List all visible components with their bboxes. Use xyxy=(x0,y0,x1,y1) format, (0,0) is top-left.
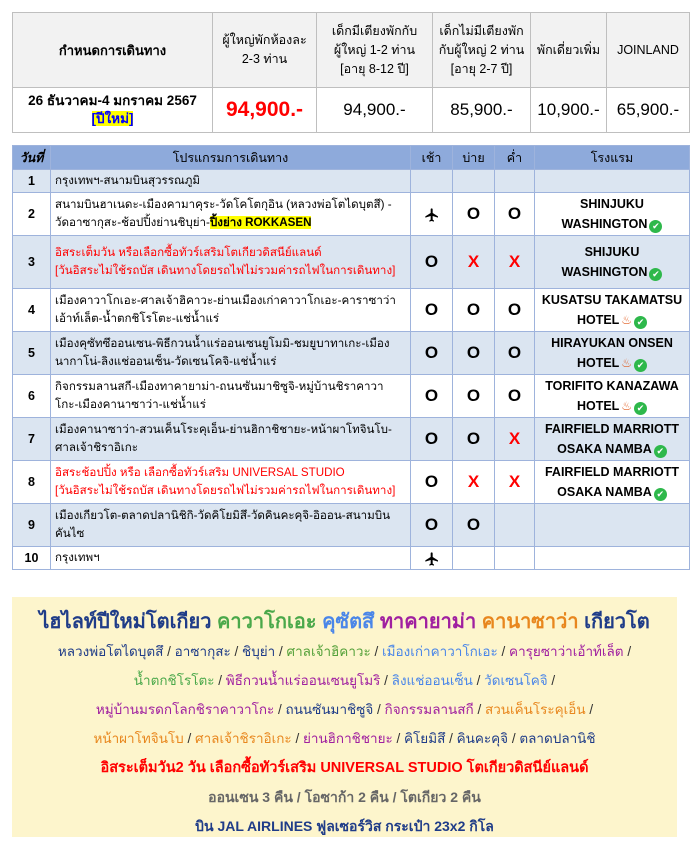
price-adult: 94,900.- xyxy=(213,88,317,133)
price-date: 26 ธันวาคม-4 มกราคม 2567 xyxy=(28,93,197,108)
price-header-child-bed xyxy=(317,13,433,88)
price-header-child-nobed-line3: [อายุ 2-7 ปี] xyxy=(450,61,513,76)
itin-program xyxy=(51,193,411,236)
hotel-name-line: OSAKA NAMBA xyxy=(557,442,652,456)
itinerary-header-row xyxy=(13,146,690,170)
itin-dinner xyxy=(495,504,535,547)
meal-included: O xyxy=(507,343,522,362)
highlights-line-8: บิน JAL AIRLINES ฟูลเซอร์วิส กระเป๋า 23x2 กิโล xyxy=(195,818,494,834)
price-header-adult-line2: 2-3 ท่าน xyxy=(241,52,288,66)
hl-title-1: คาวาโกเอะ xyxy=(217,611,317,633)
itin-day: 10 xyxy=(13,547,51,570)
check-circle-icon: ✔ xyxy=(634,402,647,415)
hl-title-3: ทาคายาม่า xyxy=(379,611,477,633)
meal-excluded: X xyxy=(467,472,480,491)
itinerary-row xyxy=(13,289,690,332)
itin-lunch xyxy=(453,418,495,461)
itin-breakfast xyxy=(411,193,453,236)
new-year-tag: [ปีใหม่] xyxy=(91,111,134,126)
itin-header-dinner: ค่ำ xyxy=(495,146,535,170)
meal-excluded: X xyxy=(467,252,480,271)
itin-program-line: เมืองคาวาโกเอะ-ศาลเจ้าฮิคาวะ-ย่านเมืองเก่าคาวาโกเอะ-คาราซาว่า xyxy=(55,294,396,307)
itin-program xyxy=(51,236,411,289)
hotel-name-line: FAIRFIELD MARRIOTT xyxy=(544,465,679,479)
itin-breakfast xyxy=(411,332,453,375)
itinerary-row xyxy=(13,375,690,418)
itin-lunch xyxy=(453,332,495,375)
meal-included: O xyxy=(424,343,439,362)
itin-breakfast xyxy=(411,461,453,504)
highlights-line-3: น้ำตกชิโรโตะ / พิธีกวนน้ำแร่ออนเซนยูโมริ / ลิงแช่ออนเซ็น / วัดเซนโคจิ / xyxy=(133,673,556,688)
price-header-joinland: JOINLAND xyxy=(607,13,690,88)
itin-day: 5 xyxy=(13,332,51,375)
itin-hotel xyxy=(535,193,690,236)
itinerary-row xyxy=(13,418,690,461)
itin-hotel xyxy=(535,461,690,504)
itin-dinner xyxy=(495,332,535,375)
itin-hotel xyxy=(535,170,690,193)
hotel-name-line: SHINJUKU xyxy=(580,197,644,211)
itin-program xyxy=(51,289,411,332)
hl4-3: สวนเค็นโระคุเอ็น xyxy=(484,702,586,717)
price-table xyxy=(12,12,690,133)
itin-program-highlight: ปิ้งย่าง ROKKASEN xyxy=(209,216,312,229)
itin-program-line: เมืองคานาซาว่า-สวนเค็นโระคุเอ็น-ย่านฮิกาชิชายะ-หน้าผาโทจินโบ- xyxy=(55,423,392,436)
meal-excluded: X xyxy=(508,472,521,491)
hl3-1: พิธีกวนน้ำแร่ออนเซนยูโมริ xyxy=(225,673,381,688)
itin-day: 9 xyxy=(13,504,51,547)
itin-program xyxy=(51,332,411,375)
itin-program-line: เมืองคุซัทซึออนเซน-พิธีกวนน้ำแร่ออนเซนยูโมมิ-ชมยูบาทาเกะ-เมือง xyxy=(55,337,390,350)
itin-program-line: กิจกรรมลานสกี-เมืองทาคายาม่า-ถนนซันมาชิซูจิ-หมู่บ้านชิราคาวา xyxy=(55,380,384,393)
itin-lunch xyxy=(453,375,495,418)
price-joinland: 65,900.- xyxy=(607,88,690,133)
hl2-0: หลวงพ่อโตไดบุตสึ xyxy=(57,644,164,659)
itin-program-line: เอ้าท์เล็ต-น้ำตกชิโรโตะ-แช่น้ำแร่ xyxy=(55,312,220,325)
itin-program xyxy=(51,461,411,504)
hl5-3: คิโยมิสึ xyxy=(404,731,446,746)
hotel-name-line: WASHINGTON xyxy=(561,265,648,279)
price-header-child-nobed-line1: เด็กไม่มีเตียงพัก xyxy=(439,23,524,38)
hl3-2: ลิงแช่ออนเซ็น xyxy=(391,673,473,688)
hl-title-4: คานาซาว่า xyxy=(481,611,579,633)
itin-day: 8 xyxy=(13,461,51,504)
meal-included: O xyxy=(424,386,439,405)
hl4-2: กิจกรรมลานสกี xyxy=(384,702,474,717)
check-circle-icon: ✔ xyxy=(649,220,662,233)
itin-program-line: สนามบินฮาเนดะ-เมืองคามาคุระ-วัดโคโตกุอิน (หลวงพ่อโตไดบุตสึ) - xyxy=(55,198,392,211)
meal-included: O xyxy=(466,515,481,534)
hl5-0: หน้าผาโทจินโบ xyxy=(93,731,184,746)
itinerary-row xyxy=(13,332,690,375)
itinerary-body xyxy=(13,170,690,570)
hl2-1: อาซากุสะ xyxy=(174,644,231,659)
itin-dinner xyxy=(495,289,535,332)
itin-program-line: เมืองเกียวโต-ตลาดปลานิชิกิ-วัดคิโยมิสึ-วัดคินคะคุจิ-อิออน-สนามบิน xyxy=(55,509,391,522)
onsen-icon: ♨ xyxy=(621,356,633,370)
itin-lunch xyxy=(453,504,495,547)
meal-included: O xyxy=(424,300,439,319)
airplane-icon xyxy=(424,207,440,223)
check-circle-icon: ✔ xyxy=(634,359,647,372)
price-single: 10,900.- xyxy=(531,88,607,133)
meal-excluded: X xyxy=(508,429,521,448)
airplane-icon xyxy=(424,551,440,567)
itin-lunch xyxy=(453,170,495,193)
meal-included: O xyxy=(466,343,481,362)
itin-lunch xyxy=(453,547,495,570)
hl5-4: คินคะคุจิ xyxy=(456,731,509,746)
hl2-2: ชิบุย่า xyxy=(242,644,276,659)
itin-hotel xyxy=(535,504,690,547)
itin-dinner xyxy=(495,193,535,236)
itin-hotel xyxy=(535,289,690,332)
price-header-child-nobed-line2: กับผู้ใหญ่ 2 ท่าน xyxy=(438,42,525,57)
itin-program xyxy=(51,170,411,193)
meal-included: O xyxy=(424,429,439,448)
price-header-child-bed-line2: ผู้ใหญ่ 1-2 ท่าน xyxy=(333,42,416,57)
check-circle-icon: ✔ xyxy=(649,268,662,281)
itin-day: 2 xyxy=(13,193,51,236)
itin-program-line: อิสระช้อปปิ้ง หรือ เลือกซื้อทัวร์เสริม UNIVERSAL STUDIO xyxy=(55,466,345,479)
itin-hotel xyxy=(535,332,690,375)
itin-header-hotel: โรงแรม xyxy=(535,146,690,170)
hl5-1: ศาลเจ้าชิราอิเกะ xyxy=(195,731,292,746)
check-circle-icon: ✔ xyxy=(634,316,647,329)
meal-included: O xyxy=(466,204,481,223)
itin-dinner xyxy=(495,375,535,418)
hotel-name-line: TORIFITO KANAZAWA xyxy=(545,379,679,393)
hl-title-0: ไฮไลท์ปีใหม่โตเกียว xyxy=(39,611,212,633)
highlights-line-4: หมู่บ้านมรดกโลกชิราคาวาโกะ / ถนนซันมาชิซูจิ / กิจกรรมลานสกี / สวนเค็นโระคุเอ็น / xyxy=(95,702,594,717)
hotel-name-line: SHIJUKU xyxy=(584,245,640,259)
itin-lunch xyxy=(453,289,495,332)
itin-day: 1 xyxy=(13,170,51,193)
itinerary-row xyxy=(13,236,690,289)
hl4-1: ถนนซันมาชิซูจิ xyxy=(285,702,374,717)
price-header-adult xyxy=(213,13,317,88)
hl3-3: วัดเซนโคจิ xyxy=(484,673,548,688)
itin-day: 7 xyxy=(13,418,51,461)
meal-included: O xyxy=(466,429,481,448)
hl-title-5: เกียวโต xyxy=(584,611,650,633)
itin-header-breakfast: เช้า xyxy=(411,146,453,170)
highlights-box xyxy=(12,597,677,837)
price-date-cell xyxy=(13,88,213,133)
meal-included: O xyxy=(466,300,481,319)
price-header-adult-line1: ผู้ใหญ่พักห้องละ xyxy=(222,33,307,47)
itin-header-day: วันที่ xyxy=(13,146,51,170)
meal-included: O xyxy=(466,386,481,405)
itin-breakfast xyxy=(411,418,453,461)
itinerary-table xyxy=(12,145,690,570)
itin-breakfast xyxy=(411,170,453,193)
price-header-schedule: กำหนดการเดินทาง xyxy=(13,13,213,88)
itin-lunch xyxy=(453,461,495,504)
itin-dinner xyxy=(495,418,535,461)
itinerary-row xyxy=(13,547,690,570)
hotel-name-line: HOTEL xyxy=(576,313,620,327)
itin-program-line: [วันอิสระไม่ใช้รถบัส เดินทางโดยรถไฟไม่รวมค่ารถไฟในการเดินทาง] xyxy=(55,264,396,277)
itin-breakfast xyxy=(411,236,453,289)
highlights-line-6: อิสระเต็มวัน2 วัน เลือกซื้อทัวร์เสริม UNIVERSAL STUDIO โตเกียวดิสนีย์แลนด์ xyxy=(100,760,589,776)
price-header-child-bed-line3: [อายุ 8-12 ปี] xyxy=(340,61,409,76)
highlights-line-5: หน้าผาโทจินโบ / ศาลเจ้าชิราอิเกะ / ย่านฮิกาชิชายะ / คิโยมิสึ / คินคะคุจิ / ตลาดปลานิชิ xyxy=(93,731,596,746)
check-circle-icon: ✔ xyxy=(654,488,667,501)
hl5-2: ย่านฮิกาชิชายะ xyxy=(302,731,393,746)
itin-program-line: [วันอิสระไม่ใช้รถบัส เดินทางโดยรถไฟไม่รวมค่ารถไฟในการเดินทาง] xyxy=(55,484,396,497)
itinerary-row xyxy=(13,170,690,193)
price-header-child-nobed xyxy=(433,13,531,88)
itin-program xyxy=(51,504,411,547)
itin-breakfast xyxy=(411,375,453,418)
hl5-5: ตลาดปลานิชิ xyxy=(519,731,596,746)
itin-breakfast xyxy=(411,547,453,570)
highlights-line-2: หลวงพ่อโตไดบุตสึ / อาซากุสะ / ชิบุย่า / ศาลเจ้าฮิคาวะ / เมืองเก่าคาวาโกเอะ / คารุยซาว่าเอ้าท์เล็ต / xyxy=(57,644,632,659)
itin-program-line: อิสระเต็มวัน หรือเลือกซื้อทัวร์เสริมโตเกียวดิสนีย์แลนด์ xyxy=(55,246,322,259)
itin-program-line: โกะ-เมืองคานาซาว่า-แช่น้ำแร่ xyxy=(55,398,207,411)
hotel-name-line: OSAKA NAMBA xyxy=(557,485,652,499)
itin-program xyxy=(51,375,411,418)
hl-title-2: คุซัตสึ xyxy=(322,611,375,633)
price-child-nobed: 85,900.- xyxy=(433,88,531,133)
meal-included: O xyxy=(424,252,439,271)
meal-included: O xyxy=(424,515,439,534)
itin-program xyxy=(51,547,411,570)
itin-breakfast xyxy=(411,289,453,332)
itin-program-line: กรุงเทพฯ-สนามบินสุวรรณภูมิ xyxy=(55,174,201,187)
itin-dinner xyxy=(495,170,535,193)
itin-header-program: โปรแกรมการเดินทาง xyxy=(51,146,411,170)
itin-hotel xyxy=(535,547,690,570)
itin-program xyxy=(51,418,411,461)
hl2-3: ศาลเจ้าฮิคาวะ xyxy=(286,644,371,659)
hl2-5: คารุยซาว่าเอ้าท์เล็ต xyxy=(509,644,624,659)
price-header-single: พักเดี่ยวเพิ่ม xyxy=(531,13,607,88)
itin-hotel xyxy=(535,375,690,418)
itin-program-line: ศาลเจ้าชิราอิเกะ xyxy=(55,441,139,454)
meal-included: O xyxy=(424,472,439,491)
itin-program-line: นากาโน่-ลิงแช่ออนเซ็น-วัดเซนโคจิ-แช่น้ำแร่ xyxy=(55,355,277,368)
hotel-name-line: FAIRFIELD MARRIOTT xyxy=(544,422,679,436)
itinerary-row xyxy=(13,461,690,504)
hl3-0: น้ำตกชิโรโตะ xyxy=(133,673,215,688)
price-row xyxy=(13,88,690,133)
meal-excluded: X xyxy=(508,252,521,271)
itin-dinner xyxy=(495,236,535,289)
onsen-icon: ♨ xyxy=(621,399,633,413)
price-header-row xyxy=(13,13,690,88)
itin-day: 6 xyxy=(13,375,51,418)
itin-program-line: วัดอาซากุสะ-ช้อปปิ้งย่านชิบุย่า- xyxy=(55,216,210,229)
hotel-name-line: HOTEL xyxy=(576,399,620,413)
itin-day: 4 xyxy=(13,289,51,332)
hotel-name-line: WASHINGTON xyxy=(561,217,648,231)
itin-hotel xyxy=(535,236,690,289)
price-header-child-bed-line1: เด็กมีเตียงพักกับ xyxy=(331,23,418,38)
itin-program-line: กรุงเทพฯ xyxy=(55,551,100,564)
hotel-name-line: KUSATSU TAKAMATSU xyxy=(541,293,683,307)
hotel-name-line: HIRAYUKAN ONSEN xyxy=(551,336,673,350)
meal-included: O xyxy=(507,300,522,319)
meal-included: O xyxy=(507,204,522,223)
itin-header-lunch: บ่าย xyxy=(453,146,495,170)
highlights-title xyxy=(12,605,677,637)
itin-dinner xyxy=(495,547,535,570)
hotel-name-line: HOTEL xyxy=(576,356,620,370)
itinerary-row xyxy=(13,504,690,547)
itin-breakfast xyxy=(411,504,453,547)
itin-lunch xyxy=(453,193,495,236)
itin-program-line: คันไซ xyxy=(55,527,85,540)
itinerary-row xyxy=(13,193,690,236)
price-child-bed: 94,900.- xyxy=(317,88,433,133)
itin-hotel xyxy=(535,418,690,461)
highlights-line-7: ออนเซน 3 คืน / โอซาก้า 2 คืน / โตเกียว 2 คืน xyxy=(208,789,481,805)
onsen-icon: ♨ xyxy=(621,313,633,327)
hl4-0: หมู่บ้านมรดกโลกชิราคาวาโกะ xyxy=(95,702,275,717)
check-circle-icon: ✔ xyxy=(654,445,667,458)
itin-lunch xyxy=(453,236,495,289)
hl2-4: เมืองเก่าคาวาโกเอะ xyxy=(382,644,498,659)
itin-day: 3 xyxy=(13,236,51,289)
itin-dinner xyxy=(495,461,535,504)
meal-included: O xyxy=(507,386,522,405)
